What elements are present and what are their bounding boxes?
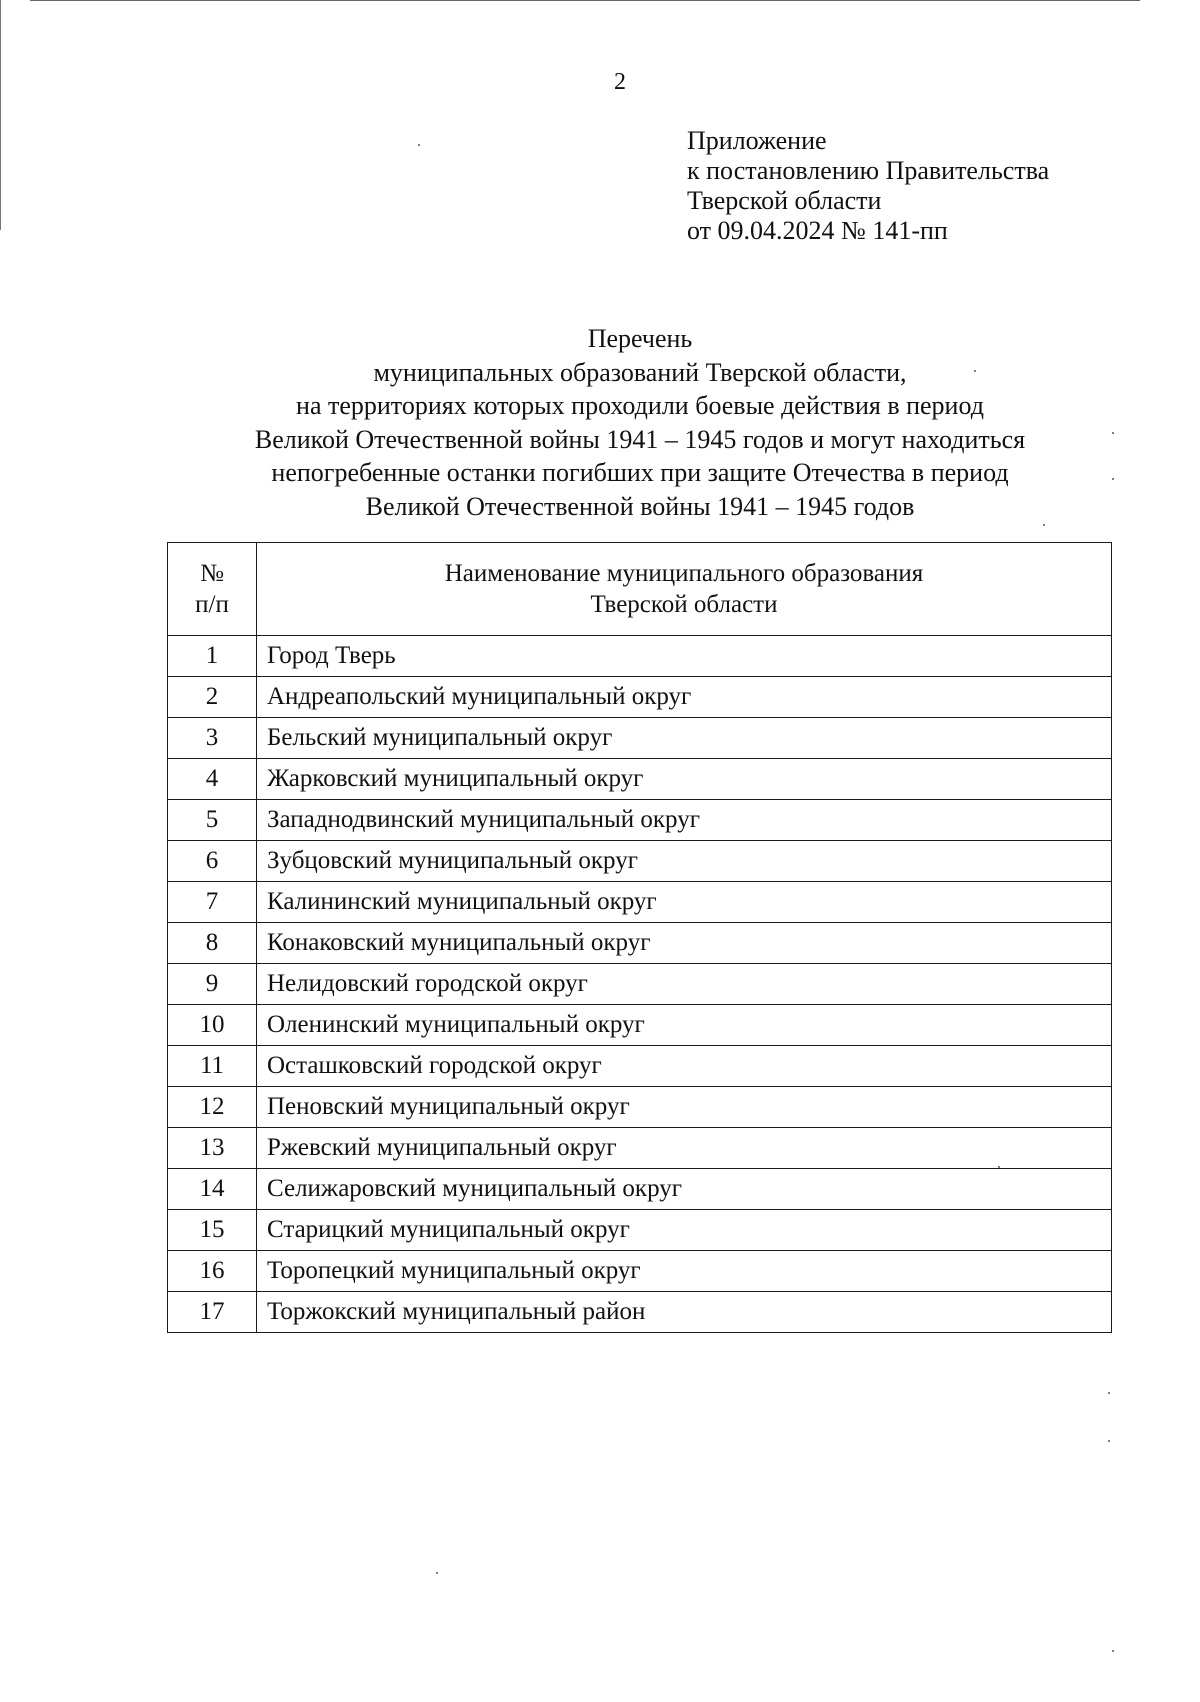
row-name: Конаковский муниципальный округ [257,923,1112,964]
page-number: 2 [614,69,626,95]
header-number [168,543,257,636]
table-row [168,718,1112,759]
row-name: Жарковский муниципальный округ [257,759,1112,800]
title-line: Великой Отечественной войны 1941 – 1945 годов [365,491,915,521]
row-number: 2 [168,677,257,718]
appendix-line: Тверской области [687,186,882,215]
scan-speck [1112,1650,1114,1652]
table-row [168,759,1112,800]
municipalities-table-wrapper [167,542,1111,1333]
row-name: Калининский муниципальный округ [257,882,1112,923]
title-line: на территориях которых проходили боевые действия в период [296,391,984,420]
row-number: 8 [168,923,257,964]
table-row [168,1169,1112,1210]
table-body [168,636,1112,1333]
header-name-line: Тверской области [590,591,778,618]
row-name: Старицкий муниципальный округ [257,1210,1112,1251]
row-number: 1 [168,636,257,677]
title-line: Великой Отечественной войны 1941 – 1945 годов и могут находиться [254,424,1026,454]
row-number: 6 [168,841,257,882]
row-number: 15 [168,1210,257,1251]
header-name-line: Наименование муниципального образования [444,560,924,587]
title-line: муниципальных образований Тверской области, [373,357,907,387]
row-name: Андреапольский муниципальный округ [257,677,1112,718]
header-number-line: п/п [195,591,229,618]
row-name: Оленинский муниципальный округ [257,1005,1112,1046]
header-name [257,543,1112,636]
scan-speck [1043,524,1045,526]
table-row [168,677,1112,718]
row-name: Нелидовский городской округ [257,964,1112,1005]
appendix-line: к постановлению Правительства [687,156,1050,185]
row-number: 4 [168,759,257,800]
row-name: Пеновский муниципальный округ [257,1087,1112,1128]
row-number: 14 [168,1169,257,1210]
row-name: Город Тверь [257,636,1112,677]
row-name: Торжокский муниципальный район [257,1292,1112,1333]
appendix-line: Приложение [687,126,827,155]
row-name: Селижаровский муниципальный округ [257,1169,1112,1210]
scan-speck [998,1166,1000,1168]
table-row [168,1046,1112,1087]
scan-edge-left [0,0,1,230]
appendix-block [687,126,1167,246]
scan-speck [418,144,420,146]
row-number: 10 [168,1005,257,1046]
table-row [168,1087,1112,1128]
row-number: 13 [168,1128,257,1169]
municipalities-table [167,542,1112,1333]
scan-speck [436,1572,438,1574]
row-number: 9 [168,964,257,1005]
row-name: Осташковский городской округ [257,1046,1112,1087]
scan-speck [1112,478,1114,480]
table-row [168,841,1112,882]
row-number: 17 [168,1292,257,1333]
table-row [168,1292,1112,1333]
row-name: Западнодвинский муниципальный округ [257,800,1112,841]
appendix-line: от 09.04.2024 № 141-пп [687,216,948,245]
row-number: 16 [168,1251,257,1292]
table-row [168,1005,1112,1046]
title-line: непогребенные останки погибших при защите Отечества в период [271,458,1009,487]
table-row [168,882,1112,923]
scan-speck [974,370,976,372]
row-name: Зубцовский муниципальный округ [257,841,1112,882]
row-number: 3 [168,718,257,759]
row-number: 7 [168,882,257,923]
scan-speck [1108,1392,1110,1394]
row-name: Ржевский муниципальный округ [257,1128,1112,1169]
table-header-row [168,543,1112,636]
row-name: Торопецкий муниципальный округ [257,1251,1112,1292]
table-row [168,1251,1112,1292]
row-name: Бельский муниципальный округ [257,718,1112,759]
row-number: 12 [168,1087,257,1128]
row-number: 11 [168,1046,257,1087]
scan-edge-top [30,0,1140,1]
table-row [168,923,1112,964]
document-title [190,322,1090,523]
table-row [168,964,1112,1005]
table-row [168,800,1112,841]
row-number: 5 [168,800,257,841]
header-number-line: № [200,560,224,587]
table-row [168,1128,1112,1169]
scan-speck [1108,1440,1110,1442]
title-line: Перечень [587,324,693,353]
scan-speck [1112,432,1114,434]
table-row [168,636,1112,677]
table-row [168,1210,1112,1251]
